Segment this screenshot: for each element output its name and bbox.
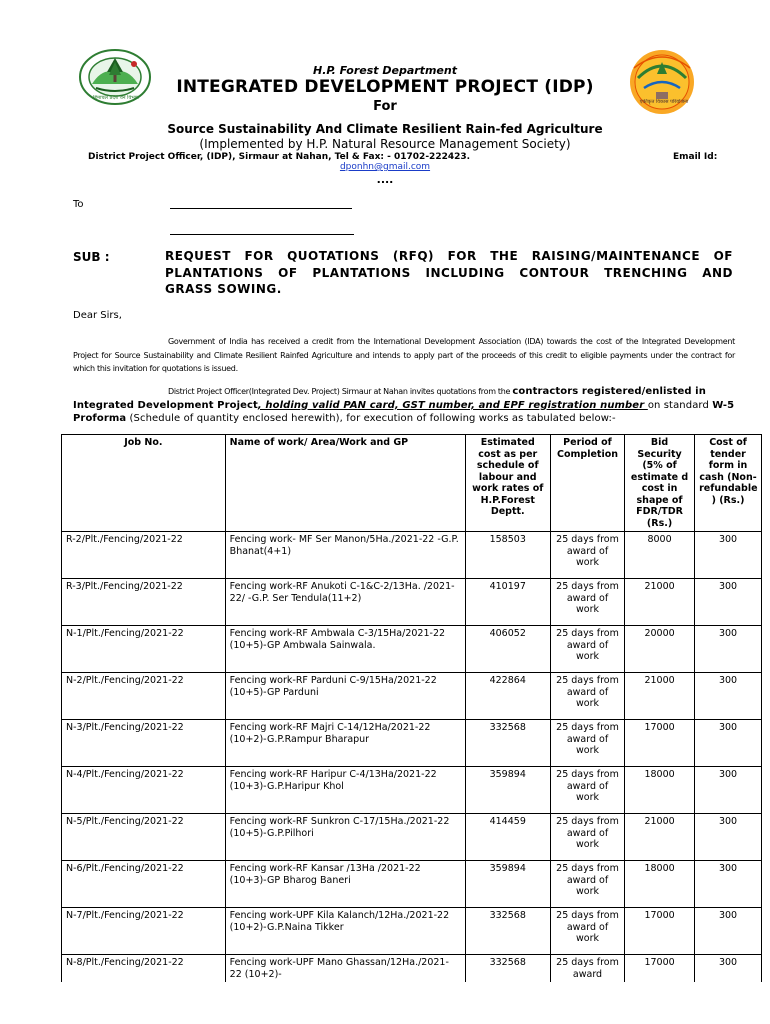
cell-period: 25 days from award of work [550, 626, 624, 673]
cell-cost: 332568 [465, 955, 550, 983]
cell-security: 17000 [625, 955, 695, 983]
email-link[interactable]: dponhn@gmail.com [339, 162, 431, 172]
cell-name: Fencing work-UPF Kila Kalanch/12Ha./2021-22 (10+2)-G.P.Naina Tikker [225, 908, 465, 955]
email-label: Email Id: [673, 152, 718, 162]
cell-cost: 158503 [465, 532, 550, 579]
cell-security: 21000 [625, 814, 695, 861]
cell-tender: 300 [695, 861, 762, 908]
cell-job: N-2/Plt./Fencing/2021-22 [62, 673, 226, 720]
cell-period: 25 days from award of work [550, 767, 624, 814]
cell-cost: 422864 [465, 673, 550, 720]
paragraph-credit [73, 335, 735, 376]
cell-cost: 359894 [465, 767, 550, 814]
invite-lead: District Project Officer(Integrated Dev. Project) Sirmaur at Nahan invites quotations from the [168, 387, 513, 396]
cell-tender: 300 [695, 579, 762, 626]
invite-requirements: , holding valid PAN card, GST number, and EPF registration number [257, 399, 648, 411]
to-label: To [73, 199, 84, 210]
left-logo-caption: हिमाचल प्रदेश वन विभाग [93, 95, 139, 101]
project-title: INTEGRATED DEVELOPMENT PROJECT (IDP) [176, 77, 594, 97]
header-tender-cost: Cost of tender form in cash (Non-refundable ) (Rs.) [695, 435, 762, 532]
table-row [62, 861, 762, 908]
cell-tender: 300 [695, 955, 762, 983]
cell-security: 18000 [625, 767, 695, 814]
table-row [62, 579, 762, 626]
office-address: District Project Officer, (IDP), Sirmaur at Nahan, Tel & Fax: - 01702-222423. [88, 152, 471, 162]
cell-period: 25 days from award of work [550, 579, 624, 626]
cell-period: 25 days from award of work [550, 908, 624, 955]
cell-security: 17000 [625, 908, 695, 955]
cell-cost: 359894 [465, 861, 550, 908]
address-line-2 [170, 234, 354, 235]
cell-job: N-8/Plt./Fencing/2021-22 [62, 955, 226, 983]
cell-period: 25 days from award of work [550, 861, 624, 908]
invite-tail: (Schedule of quantity enclosed herewith), for execution of following works as tabulated below:- [126, 413, 616, 424]
subject-label: SUB : [73, 250, 110, 264]
table-row [62, 720, 762, 767]
cell-period: 25 days from award of work [550, 532, 624, 579]
cell-period: 25 days from award of work [550, 814, 624, 861]
cell-tender: 300 [695, 720, 762, 767]
cell-name: Fencing work-RF Sunkron C-17/15Ha./2021-22 (10+5)-G.P.Pilhori [225, 814, 465, 861]
subject-line-3: GRASS SOWING. [165, 282, 282, 296]
table-row [62, 673, 762, 720]
table-row [62, 532, 762, 579]
table-row [62, 955, 762, 983]
cell-tender: 300 [695, 626, 762, 673]
separator-dots: .... [376, 173, 394, 186]
cell-tender: 300 [695, 814, 762, 861]
cell-period: 25 days from award [550, 955, 624, 983]
cell-job: R-3/Plt./Fencing/2021-22 [62, 579, 226, 626]
cell-name: Fencing work-UPF Mano Ghassan/12Ha./2021-22 (10+2)- [225, 955, 465, 983]
for-label: For [373, 99, 397, 114]
address-line-1 [170, 208, 352, 209]
cell-job: N-6/Plt./Fencing/2021-22 [62, 861, 226, 908]
header-estimated-cost: Estimated cost as per schedule of labour and work rates of H.P.Forest Deptt. [465, 435, 550, 532]
implemented-by: (Implemented by H.P. Natural Resource Management Society) [199, 137, 571, 151]
cell-job: N-4/Plt./Fencing/2021-22 [62, 767, 226, 814]
header-bid-security: Bid Security (5% of estimate d cost in shape of FDR/TDR (Rs.) [625, 435, 695, 532]
cell-security: 21000 [625, 579, 695, 626]
header-period: Period of Completion [550, 435, 624, 532]
cell-name: Fencing work-RF Kansar /13Ha /2021-22 (10+3)-GP Bharog Baneri [225, 861, 465, 908]
cell-job: R-2/Plt./Fencing/2021-22 [62, 532, 226, 579]
works-table [61, 434, 762, 982]
salutation: Dear Sirs, [73, 310, 122, 321]
table-row [62, 626, 762, 673]
invite-proforma: W-5 Proforma [73, 399, 735, 424]
cell-cost: 332568 [465, 908, 550, 955]
cell-tender: 300 [695, 767, 762, 814]
cell-name: Fencing work-RF Anukoti C-1&C-2/13Ha. /2021-22/ -G.P. Ser Tendula(11+2) [225, 579, 465, 626]
cell-tender: 300 [695, 532, 762, 579]
cell-cost: 406052 [465, 626, 550, 673]
cell-security: 8000 [625, 532, 695, 579]
department-name: H.P. Forest Department [313, 64, 457, 77]
cell-security: 20000 [625, 626, 695, 673]
cell-tender: 300 [695, 673, 762, 720]
subject-text [165, 248, 733, 298]
cell-security: 17000 [625, 720, 695, 767]
cell-name: Fencing work-RF Ambwala C-3/15Ha/2021-22 (10+5)-GP Ambwala Sainwala. [225, 626, 465, 673]
paragraph-credit-text: Government of India has received a credit from the International Development Association (IDA) towards the cost of the Integrated Development Project for Source Sustainability and Climate Resilient Rainfed Agriculture and intends to apply part of the proceeds of this credit to eligible payments under the contract for which this invitation for quotations is issued. [73, 337, 735, 373]
cell-name: Fencing work-RF Parduni C-9/15Ha/2021-22 (10+5)-GP Parduni [225, 673, 465, 720]
table-row [62, 767, 762, 814]
paragraph-invitation [73, 385, 735, 426]
cell-job: N-3/Plt./Fencing/2021-22 [62, 720, 226, 767]
invite-contractors: contractors registered/enlisted in Integrated Development Project [73, 386, 706, 411]
cell-period: 25 days from award of work [550, 673, 624, 720]
table-header-row [62, 435, 762, 532]
table-row [62, 908, 762, 955]
cell-security: 21000 [625, 673, 695, 720]
cell-job: N-1/Plt./Fencing/2021-22 [62, 626, 226, 673]
subject-line-2: PLANTATIONS OF PLANTATIONS INCLUDING CONTOUR TRENCHING AND [165, 265, 733, 280]
right-logo-caption: एकीकृत विकास परियोजना [639, 99, 689, 105]
cell-name: Fencing work-RF Haripur C-4/13Ha/2021-22 (10+3)-G.P.Haripur Khol [225, 767, 465, 814]
project-subtitle: Source Sustainability And Climate Resilient Rain-fed Agriculture [167, 122, 603, 136]
header-job-no: Job No. [62, 435, 226, 532]
cell-cost: 332568 [465, 720, 550, 767]
table-row [62, 814, 762, 861]
invite-mid: on standard [647, 399, 713, 411]
cell-job: N-5/Plt./Fencing/2021-22 [62, 814, 226, 861]
cell-tender: 300 [695, 908, 762, 955]
cell-name: Fencing work-RF Majri C-14/12Ha/2021-22 (10+2)-G.P.Rampur Bharapur [225, 720, 465, 767]
cell-security: 18000 [625, 861, 695, 908]
subject-line-1: REQUEST FOR QUOTATIONS (RFQ) FOR THE RAISING/MAINTENANCE OF [165, 249, 733, 263]
cell-period: 25 days from award of work [550, 720, 624, 767]
cell-job: N-7/Plt./Fencing/2021-22 [62, 908, 226, 955]
cell-cost: 414459 [465, 814, 550, 861]
cell-name: Fencing work- MF Ser Manon/5Ha./2021-22 -G.P. Bhanat(4+1) [225, 532, 465, 579]
header-name-of-work: Name of work/ Area/Work and GP [225, 435, 465, 532]
cell-cost: 410197 [465, 579, 550, 626]
